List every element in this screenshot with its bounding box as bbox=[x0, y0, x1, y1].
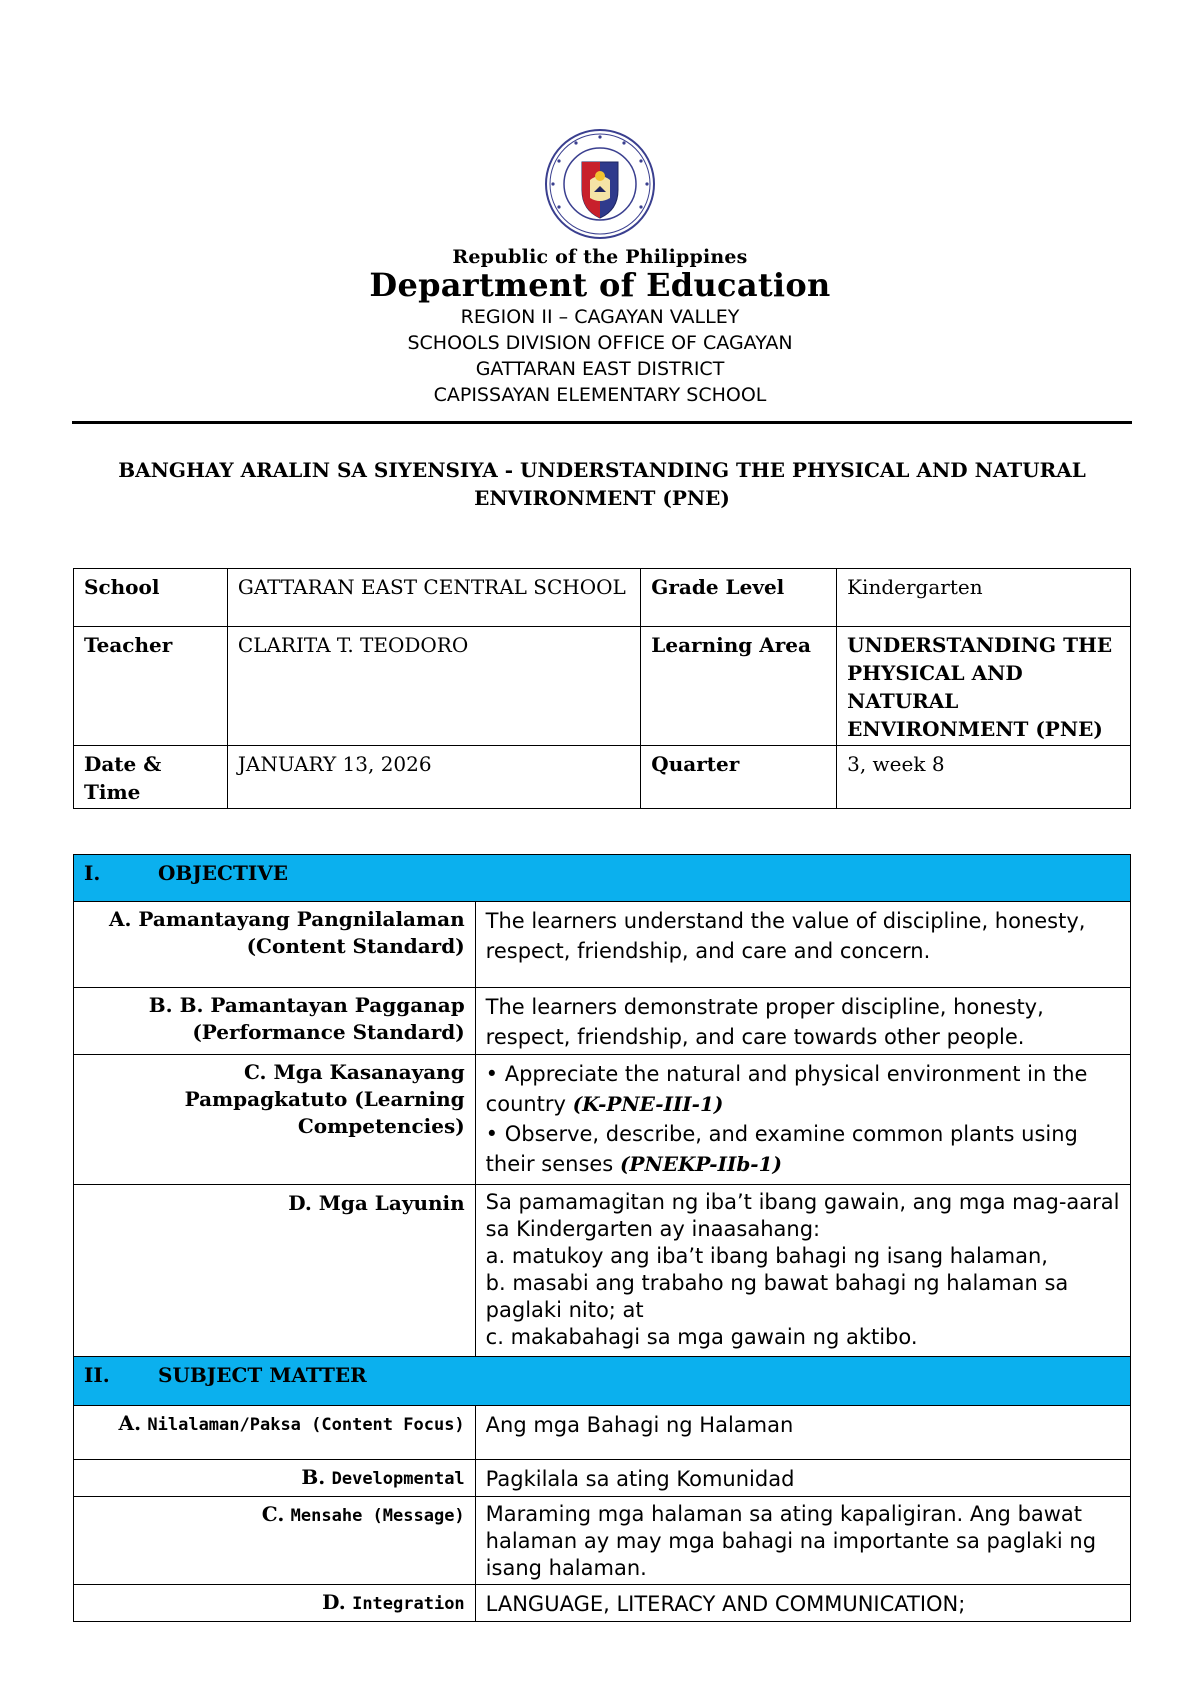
section-title: SUBJECT MATTER bbox=[158, 1363, 367, 1387]
table-row bbox=[74, 1585, 1131, 1622]
district-line: GATTARAN EAST DISTRICT bbox=[475, 358, 725, 380]
school-value: GATTARAN EAST CENTRAL SCHOOL bbox=[227, 569, 640, 627]
school-label: School bbox=[74, 569, 228, 627]
content-standard-label: A. Pamantayang Pangnilalaman (Content Standard) bbox=[74, 902, 476, 988]
date-label: Date & Time bbox=[74, 746, 228, 809]
grade-value: Kindergarten bbox=[837, 569, 1131, 627]
department-name: Department of Education bbox=[369, 266, 831, 304]
letterhead bbox=[0, 128, 1200, 408]
document-title bbox=[72, 456, 1132, 512]
performance-standard-value: The learners demonstrate proper discipline, honesty, respect, friendship, and care towards other people. bbox=[475, 988, 1130, 1055]
teacher-label: Teacher bbox=[74, 627, 228, 746]
competency-code: (K-PNE-III-1) bbox=[572, 1092, 724, 1116]
objectives-label: D. Mga Layunin bbox=[74, 1185, 476, 1357]
table-row bbox=[74, 1185, 1131, 1357]
list-item: • Observe, describe, and examine common plants using their senses (PNEKP-IIb-1) bbox=[485, 1122, 1078, 1176]
region-line: REGION II – CAGAYAN VALLEY bbox=[460, 306, 740, 328]
table-row bbox=[74, 1460, 1131, 1497]
competencies-label: C. Mga Kasanayang Pampagkatuto (Learning Competencies) bbox=[74, 1055, 476, 1185]
integration-label: D. Integration bbox=[74, 1585, 476, 1622]
grade-label: Grade Level bbox=[641, 569, 837, 627]
section-number: II. bbox=[84, 1363, 110, 1387]
competency-code: (PNEKP-IIb-1) bbox=[619, 1152, 782, 1176]
list-item: a. matukoy ang iba’t ibang bahagi ng isang halaman, bbox=[485, 1244, 1048, 1268]
section-subject-matter bbox=[74, 1357, 1131, 1406]
performance-standard-label: B. B. Pamantayan Pagganap (Performance Standard) bbox=[74, 988, 476, 1055]
date-value: JANUARY 13, 2026 bbox=[227, 746, 640, 809]
table-row bbox=[74, 1406, 1131, 1460]
section-title: OBJECTIVE bbox=[158, 861, 288, 885]
teacher-value: CLARITA T. TEODORO bbox=[227, 627, 640, 746]
quarter-label: Quarter bbox=[641, 746, 837, 809]
info-table bbox=[73, 568, 1131, 809]
table-row bbox=[74, 1497, 1131, 1585]
table-row bbox=[74, 569, 1131, 627]
message-value: Maraming mga halaman sa ating kapaligiran. Ang bawat halaman ay may mga bahagi na importante sa paglaki ng isang halaman. bbox=[475, 1497, 1130, 1585]
table-row bbox=[74, 627, 1131, 746]
list-item: b. masabi ang trabaho ng bawat bahagi ng halaman sa paglaki nito; at bbox=[485, 1271, 1069, 1322]
developmental-label: B. Developmental bbox=[74, 1460, 476, 1497]
competencies-value bbox=[475, 1055, 1130, 1185]
section-objective bbox=[74, 855, 1131, 902]
content-focus-label: A. Nilalaman/Paksa (Content Focus) bbox=[74, 1406, 476, 1460]
content-standard-value: The learners understand the value of discipline, honesty, respect, friendship, and care and concern. bbox=[475, 902, 1130, 988]
list-item: • Appreciate the natural and physical environment in the country (K-PNE-III-1) bbox=[485, 1062, 1088, 1116]
deped-seal-icon bbox=[544, 128, 656, 240]
header-divider bbox=[72, 421, 1132, 424]
learning-area-value: UNDERSTANDING THE PHYSICAL AND NATURAL ENVIRONMENT (PNE) bbox=[837, 627, 1131, 746]
table-row bbox=[74, 1055, 1131, 1185]
content-focus-value: Ang mga Bahagi ng Halaman bbox=[475, 1406, 1130, 1460]
school-line: CAPISSAYAN ELEMENTARY SCHOOL bbox=[433, 384, 767, 406]
table-row bbox=[74, 902, 1131, 988]
table-row bbox=[74, 746, 1131, 809]
objectives-intro: Sa pamamagitan ng iba’t ibang gawain, ang mga mag-aaral sa Kindergarten ay inaasahang: bbox=[485, 1190, 1120, 1241]
objectives-value bbox=[475, 1185, 1130, 1357]
division-line: SCHOOLS DIVISION OFFICE OF CAGAYAN bbox=[407, 332, 793, 354]
learning-area-label: Learning Area bbox=[641, 627, 837, 746]
lesson-plan-table bbox=[73, 854, 1131, 1622]
message-label: C. Mensahe (Message) bbox=[74, 1497, 476, 1585]
section-number: I. bbox=[84, 861, 101, 885]
developmental-value: Pagkilala sa ating Komunidad bbox=[475, 1460, 1130, 1497]
quarter-value: 3, week 8 bbox=[837, 746, 1131, 809]
table-row bbox=[74, 988, 1131, 1055]
integration-value: LANGUAGE, LITERACY AND COMMUNICATION; bbox=[475, 1585, 1130, 1622]
title-line-2: ENVIRONMENT (PNE) bbox=[474, 486, 730, 510]
list-item: c. makabahagi sa mga gawain ng aktibo. bbox=[485, 1325, 918, 1349]
republic-line: Republic of the Philippines bbox=[452, 246, 748, 268]
title-line-1: BANGHAY ARALIN SA SIYENSIYA - UNDERSTANDING THE PHYSICAL AND NATURAL bbox=[118, 458, 1086, 482]
